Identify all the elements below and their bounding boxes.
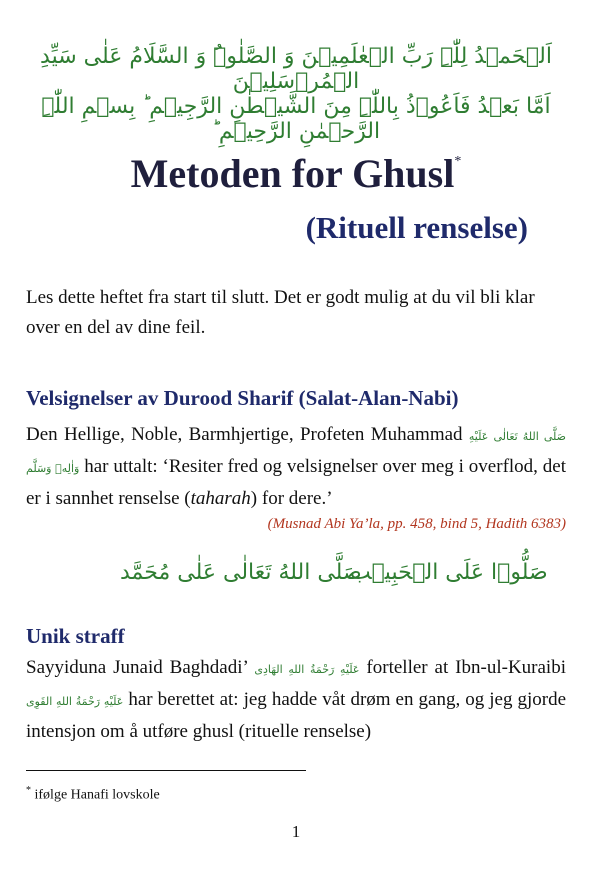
italic-term: taharah xyxy=(190,488,251,509)
footnote xyxy=(26,785,160,804)
title-footnote-marker: * xyxy=(454,154,462,169)
section-heading-durood: Velsignelser av Durood Sharif (Salat-Alan-Nabi) xyxy=(26,386,459,410)
section-paragraph-punishment xyxy=(26,653,566,747)
page-title xyxy=(24,150,568,197)
arabic-opening-line-2: اَمَّا بَعۡدُ فَاَعُوۡذُ بِاللّٰہِ مِنَ الشَّیۡطٰنِ الرَّجِیۡمِ ؕ بِسۡمِ اللّٰہِ الرَّحۡمٰنِ الرَّحِیۡمِ ؕ xyxy=(41,94,551,144)
arabic-opening-line-1: اَلۡحَمۡدُ لِلّٰہِ رَبِّ الۡعٰلَمِیۡنَ وَ الصَّلٰوۃُ وَ السَّلَامُ عَلٰی سَیِّدِ الۡمُرۡسَلِیۡنَ xyxy=(40,44,552,94)
honorific-salutation: صَلَّى اللهُ تَعَالٰى عَلَيْهِ وَاٰلِهٖ وَسَلَّم xyxy=(26,430,567,475)
section-heading-punishment: Unik straff xyxy=(26,624,125,648)
paragraph-text: ) for dere.’ xyxy=(250,488,333,509)
salawat-call: صَلُّوۡا عَلَى الۡحَبِیۡب xyxy=(350,560,548,585)
footnote-text: ifølge Hanafi lovskole xyxy=(34,787,160,803)
salawat-phrase: صَلَّى اللهُ تَعَالٰى عَلٰى مُحَمَّد xyxy=(120,560,362,585)
paragraph-text: forteller at Ibn-ul-Kuraibi xyxy=(366,657,566,678)
footnote-divider xyxy=(26,770,306,771)
title-text: Metoden for Ghusl xyxy=(130,151,455,196)
footnote-marker: * xyxy=(26,785,31,796)
honorific-supplication: عَلَيْهِ رَحْمَةُ اللهِ الهَادِى xyxy=(254,663,360,676)
paragraph-text: har uttalt: ‘Resiter fred og velsignelser over meg i overflod, det er i sannhet renselse ( xyxy=(26,456,566,509)
paragraph-text: har berettet at: jeg hadde våt drøm en gang, og jeg gjorde intensjon om å utføre ghusl (rituelle renselse) xyxy=(26,689,566,742)
paragraph-text: Sayyiduna Junaid Baghdadi’ xyxy=(26,657,248,678)
paragraph-text: Den Hellige, Noble, Barmhjertige, Profeten Muhammad xyxy=(26,424,463,445)
page-number: 1 xyxy=(291,822,301,841)
page-subtitle: (Rituell renselse) xyxy=(305,210,528,245)
hadith-reference: (Musnad Abi Ya’la, pp. 458, bind 5, Hadith 6383) xyxy=(267,516,566,532)
intro-paragraph: Les dette heftet fra start til slutt. Det er godt mulig at du vil bli klar over en del av dine feil. xyxy=(26,287,535,338)
honorific-supplication: عَلَيْهِ رَحْمَةُ اللهِ القَوِى xyxy=(26,695,124,708)
section-paragraph-durood xyxy=(26,420,566,514)
